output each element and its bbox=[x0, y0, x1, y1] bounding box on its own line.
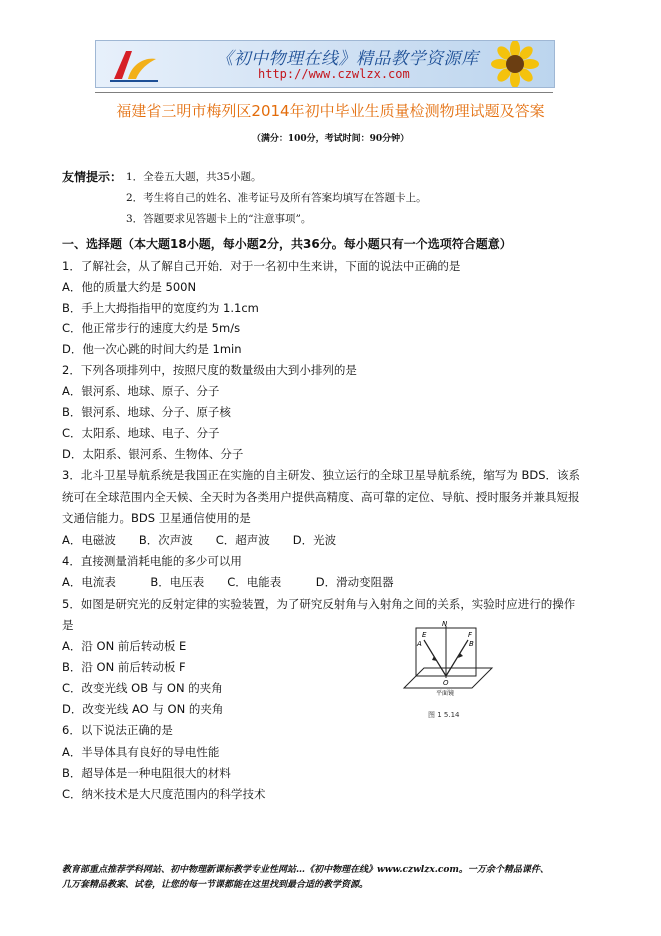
option-line: D．太阳系、银河系、生物体、分子 bbox=[62, 447, 244, 461]
footer-line: 几万套精品教案、试卷，让您的每一节课都能在这里找到最合适的教学资源。 bbox=[62, 880, 369, 890]
question-line: 6．以下说法正确的是 bbox=[62, 723, 173, 737]
label-n: N bbox=[442, 620, 448, 628]
label-e: E bbox=[422, 631, 427, 639]
section-heading: 一、选择题（本大题18小题，每小题2分，共36分。每小题只有一个选项符合题意） bbox=[62, 237, 512, 251]
banner-title: 《初中物理在线》精品教学资源库 bbox=[216, 49, 479, 69]
tip-item: 3．答题要求见答题卡上的“注意事项”。 bbox=[126, 213, 312, 225]
question-line: 2．下列各项排列中，按照尺度的数量级由大到小排列的是 bbox=[62, 363, 357, 377]
option-line: A．半导体具有良好的导电性能 bbox=[62, 745, 220, 759]
tips-label: 友情提示： bbox=[62, 170, 123, 184]
option-line: B．沿 ON 前后转动板 F bbox=[62, 660, 186, 674]
header-banner bbox=[95, 40, 555, 88]
banner-url: http://www.czwlzx.com bbox=[258, 67, 410, 81]
score-info: （满分：100分，考试时间：90分钟） bbox=[251, 134, 410, 144]
document-title: 福建省三明市梅列区2014年初中毕业生质量检测物理试题及答案 bbox=[116, 102, 545, 120]
option-line: B．手上大拇指指甲的宽度约为 1.1cm bbox=[62, 301, 259, 315]
question-line: 5．如图是研究光的反射定律的实验装置，为了研究反射角与入射角之间的关系，实验时应进行的操作 bbox=[62, 597, 576, 611]
option-line: A．电流表 B．电压表 C．电能表 D．滑动变阻器 bbox=[62, 575, 394, 589]
option-line: C．纳米技术是大尺度范围内的科学技术 bbox=[62, 787, 266, 801]
logo-icon bbox=[106, 45, 162, 83]
question-line: 4．直接测量消耗电能的多少可以用 bbox=[62, 554, 242, 568]
option-line: A．电磁波 B．次声波 C．超声波 D．光波 bbox=[62, 533, 337, 547]
question-line: 3．北斗卫星导航系统是我国正在实施的自主研发、独立运行的全球卫星导航系统，缩写为 BDS．该系 bbox=[62, 468, 581, 482]
option-line: B．银河系、地球、分子、原子核 bbox=[62, 405, 231, 419]
label-b: B bbox=[469, 640, 474, 648]
option-line: A．他的质量大约是 500N bbox=[62, 280, 197, 294]
question-line: 统可在全球范围内全天候、全天时为各类用户提供高精度、高可靠的定位、导航、授时服务并兼具短报 bbox=[62, 490, 580, 504]
tip-item: 1．全卷五大题，共35小题。 bbox=[126, 171, 262, 183]
option-line: D．改变光线 AO 与 ON 的夹角 bbox=[62, 702, 224, 716]
header-rule bbox=[95, 92, 553, 93]
tip-item: 2．考生将自己的姓名、准考证号及所有答案均填写在答题卡上。 bbox=[126, 192, 427, 204]
label-o: O bbox=[443, 679, 449, 687]
option-line: B．超导体是一种电阻很大的材料 bbox=[62, 766, 231, 780]
sunflower-icon bbox=[480, 41, 550, 87]
question-line: 1．了解社会，从了解自己开始．对于一名初中生来讲，下面的说法中正确的是 bbox=[62, 259, 461, 273]
label-f: F bbox=[468, 631, 473, 639]
option-line: C．太阳系、地球、电子、分子 bbox=[62, 426, 220, 440]
footer-line: 教育部重点推荐学科网站、初中物理新课标教学专业性网站…《初中物理在线》www.czwlzx.com。一万余个精品课件、 bbox=[62, 865, 549, 875]
option-line: C．他正常步行的速度大约是 5m/s bbox=[62, 321, 241, 335]
option-line: D．他一次心跳的时间大约是 1min bbox=[62, 342, 242, 356]
question-line: 是 bbox=[62, 618, 74, 632]
question-line: 文通信能力。BDS 卫星通信使用的是 bbox=[62, 511, 251, 525]
reflection-diagram bbox=[402, 618, 494, 710]
tips-block bbox=[62, 169, 122, 185]
label-mirror: 平面镜 bbox=[436, 690, 455, 697]
figure-caption: 图 1 5.14 bbox=[428, 711, 460, 719]
option-line: A．沿 ON 前后转动板 E bbox=[62, 639, 187, 653]
option-line: C．改变光线 OB 与 ON 的夹角 bbox=[62, 681, 223, 695]
option-line: A．银河系、地球、原子、分子 bbox=[62, 384, 220, 398]
label-a: A bbox=[417, 640, 422, 648]
